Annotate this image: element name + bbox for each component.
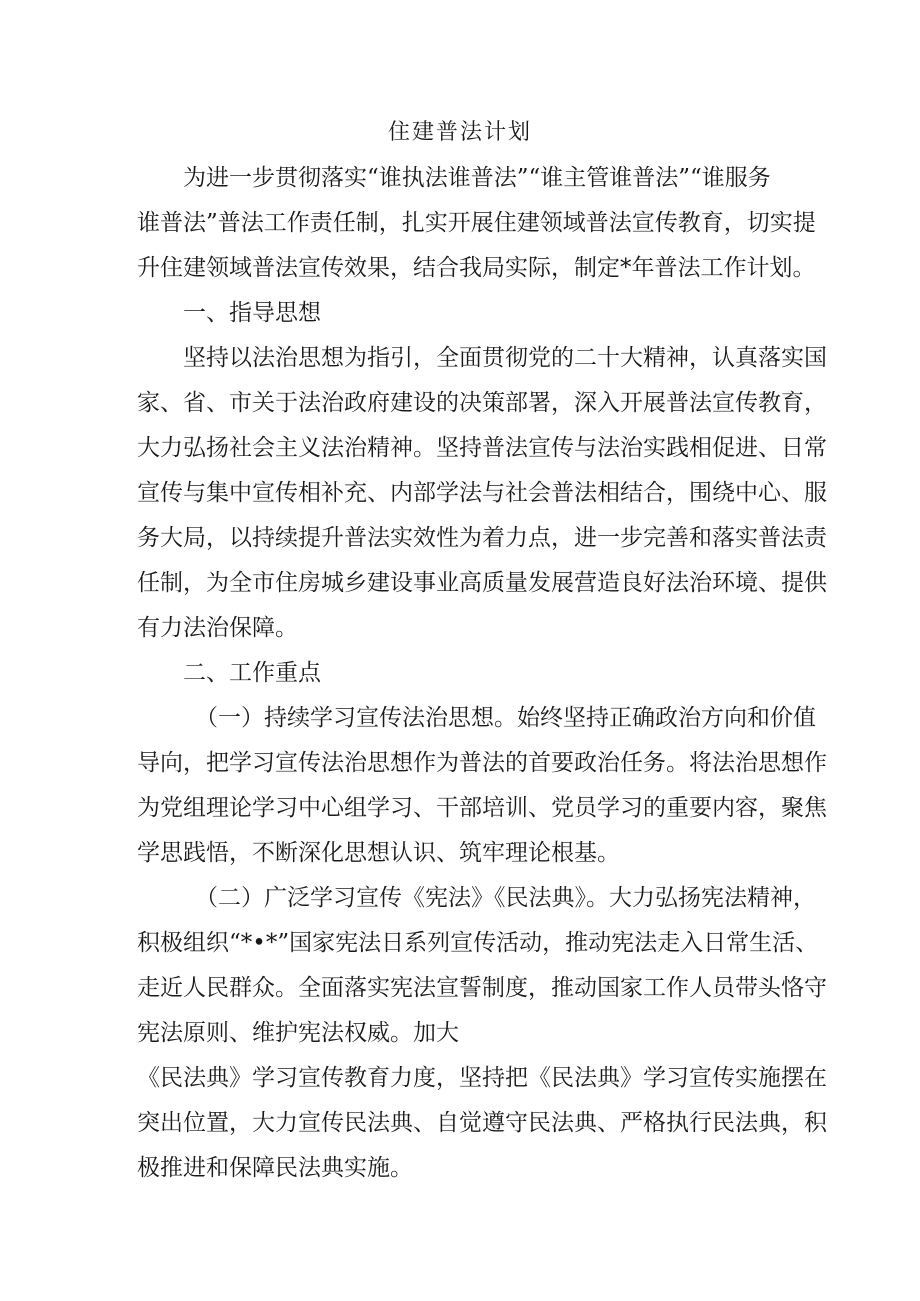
section-heading: 二、工作重点 [183, 660, 321, 686]
body-line: 为进一步贯彻落实“谁执法谁普法”“谁主管谁普法”“谁服务 [183, 165, 771, 191]
body-line: 任制，为全市住房城乡建设事业高质量发展营造良好法治环境、提供 [137, 570, 827, 596]
body-line: 宣传与集中宣传相补充、内部学法与社会普法相结合，围绕中心、服 [137, 480, 827, 506]
body-line: 走近人民群众。全面落实宪法宣誓制度，推动国家工作人员带头恪守 [137, 975, 827, 1001]
body-line: 为党组理论学习中心组学习、干部培训、党员学习的重要内容，聚焦 [137, 795, 827, 821]
body-line: 《民法典》学习宣传教育力度，坚持把《民法典》学习宣传实施摆在 [137, 1065, 827, 1091]
body-line: 坚持以法治思想为指引，全面贯彻党的二十大精神，认真落实国 [183, 345, 827, 371]
body-line: 家、省、市关于法治政府建设的决策部署，深入开展普法宣传教育， [137, 390, 827, 416]
body-line: 升住建领域普法宣传效果，结合我局实际，制定*年普法工作计划。 [137, 255, 816, 281]
body-line: 导向，把学习宣传法治思想作为普法的首要政治任务。将法治思想作 [137, 750, 827, 776]
document-title: 住建普法计划 [387, 120, 532, 145]
body-line: （一）持续学习宣传法治思想。始终坚持正确政治方向和价值 [195, 705, 816, 731]
body-line: 积极组织“*•*”国家宪法日系列宣传活动，推动宪法走入日常生活、 [137, 930, 819, 956]
body-line: 宪法原则、维护宪法权威。加大 [137, 1020, 459, 1046]
body-line: 大力弘扬社会主义法治精神。坚持普法宣传与法治实践相促进、日常 [137, 435, 827, 461]
body-line: 谁普法”普法工作责任制，扎实开展住建领域普法宣传教育，切实提 [137, 210, 816, 236]
body-line: 极推进和保障民法典实施。 [137, 1155, 413, 1181]
section-heading: 一、指导思想 [183, 300, 321, 326]
body-line: 务大局，以持续提升普法实效性为着力点，进一步完善和落实普法责 [137, 525, 827, 551]
body-line: 突出位置，大力宣传民法典、自觉遵守民法典、严格执行民法典，积 [137, 1110, 827, 1136]
body-line: 有力法治保障。 [137, 615, 298, 641]
body-line: （二）广泛学习宣传《宪法》《民法典》。大力弘扬宪法精神， [195, 885, 816, 911]
body-line: 学思践悟，不断深化思想认识、筑牢理论根基。 [137, 840, 620, 866]
